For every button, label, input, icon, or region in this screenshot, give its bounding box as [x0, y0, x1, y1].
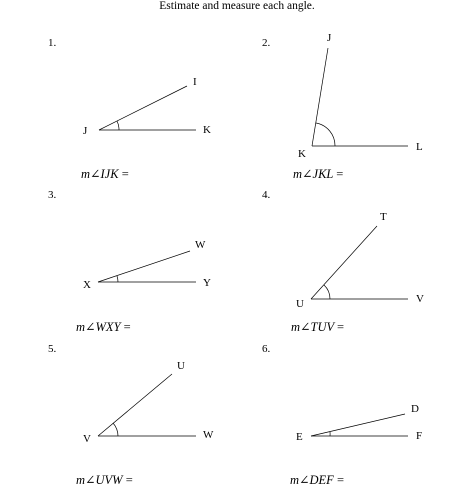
point-label-u: U — [296, 298, 304, 310]
problem-number-1: 1. — [48, 37, 57, 49]
angle-figure-6 — [311, 414, 408, 436]
equals-sign: = — [121, 167, 129, 181]
angle-name-ijk: IJK — [100, 167, 119, 181]
measure-prefix: m — [76, 320, 86, 334]
measure-line-6 — [290, 472, 344, 488]
angle-name-def: DEF — [309, 473, 334, 487]
problem-number-3: 3. — [48, 189, 57, 201]
angle-figure-2 — [312, 48, 408, 146]
problem-number-5: 5. — [48, 343, 57, 355]
angle-figure-4 — [311, 226, 408, 299]
angle-arc-1 — [117, 121, 119, 130]
ray-ut — [311, 226, 377, 299]
angle-name-jkl: JKL — [312, 167, 334, 181]
point-label-e: E — [296, 431, 303, 443]
point-label-j: J — [83, 125, 88, 137]
point-label-w: W — [195, 239, 206, 251]
ray-ed — [311, 414, 405, 436]
angle-name-wxy: WXY — [95, 320, 121, 334]
angle-arc-4 — [324, 285, 330, 299]
point-label-w5: W — [203, 429, 214, 441]
point-label-j2: J — [327, 32, 332, 44]
angle-symbol: ∠ — [90, 167, 101, 181]
ray-vu — [98, 374, 172, 436]
angle-figure-1 — [99, 86, 196, 130]
angle-arc-3 — [117, 276, 118, 282]
angle-arc-2 — [316, 123, 335, 146]
measure-prefix: m — [290, 473, 300, 487]
point-label-f: F — [416, 430, 423, 442]
angle-figure-5 — [98, 374, 196, 436]
ray-ji — [99, 86, 187, 130]
point-label-l: L — [416, 141, 423, 153]
point-label-x: X — [83, 279, 91, 291]
problem-number-4: 4. — [262, 189, 271, 201]
measure-prefix: m — [291, 320, 301, 334]
angle-symbol: ∠ — [85, 473, 96, 487]
angle-name-uvw: UVW — [95, 473, 123, 487]
point-label-v: V — [416, 293, 424, 305]
point-label-u5: U — [177, 360, 185, 372]
angle-symbol: ∠ — [300, 320, 311, 334]
measure-line-4 — [291, 319, 344, 335]
equals-sign: = — [337, 320, 345, 334]
angle-arc-5 — [113, 423, 118, 436]
problem-number-6: 6. — [262, 343, 271, 355]
angle-figure-3 — [98, 251, 196, 282]
angle-symbol: ∠ — [299, 473, 310, 487]
worksheet-title: Estimate and measure each angle. — [159, 0, 315, 12]
measure-line-2 — [293, 166, 343, 182]
angle-name-tuv: TUV — [310, 320, 334, 334]
equals-sign: = — [336, 167, 344, 181]
measure-prefix: m — [293, 167, 303, 181]
point-label-d: D — [411, 403, 419, 415]
point-label-k2: K — [298, 148, 306, 160]
angle-symbol: ∠ — [85, 320, 96, 334]
angle-symbol: ∠ — [302, 167, 313, 181]
measure-line-3 — [76, 319, 131, 335]
point-label-k: K — [203, 124, 211, 136]
measure-line-1 — [81, 166, 129, 182]
equals-sign: = — [336, 473, 345, 487]
equals-sign: = — [125, 473, 133, 487]
problem-number-2: 2. — [262, 37, 271, 49]
measure-prefix: m — [81, 167, 91, 181]
point-label-y: Y — [203, 277, 211, 289]
equals-sign: = — [123, 320, 131, 334]
ray-xw — [98, 251, 190, 282]
point-label-v5: V — [83, 433, 91, 445]
measure-prefix: m — [76, 473, 86, 487]
point-label-t: T — [380, 211, 387, 223]
ray-kj — [312, 48, 328, 146]
measure-line-5 — [76, 472, 133, 488]
point-label-i: I — [193, 76, 197, 88]
